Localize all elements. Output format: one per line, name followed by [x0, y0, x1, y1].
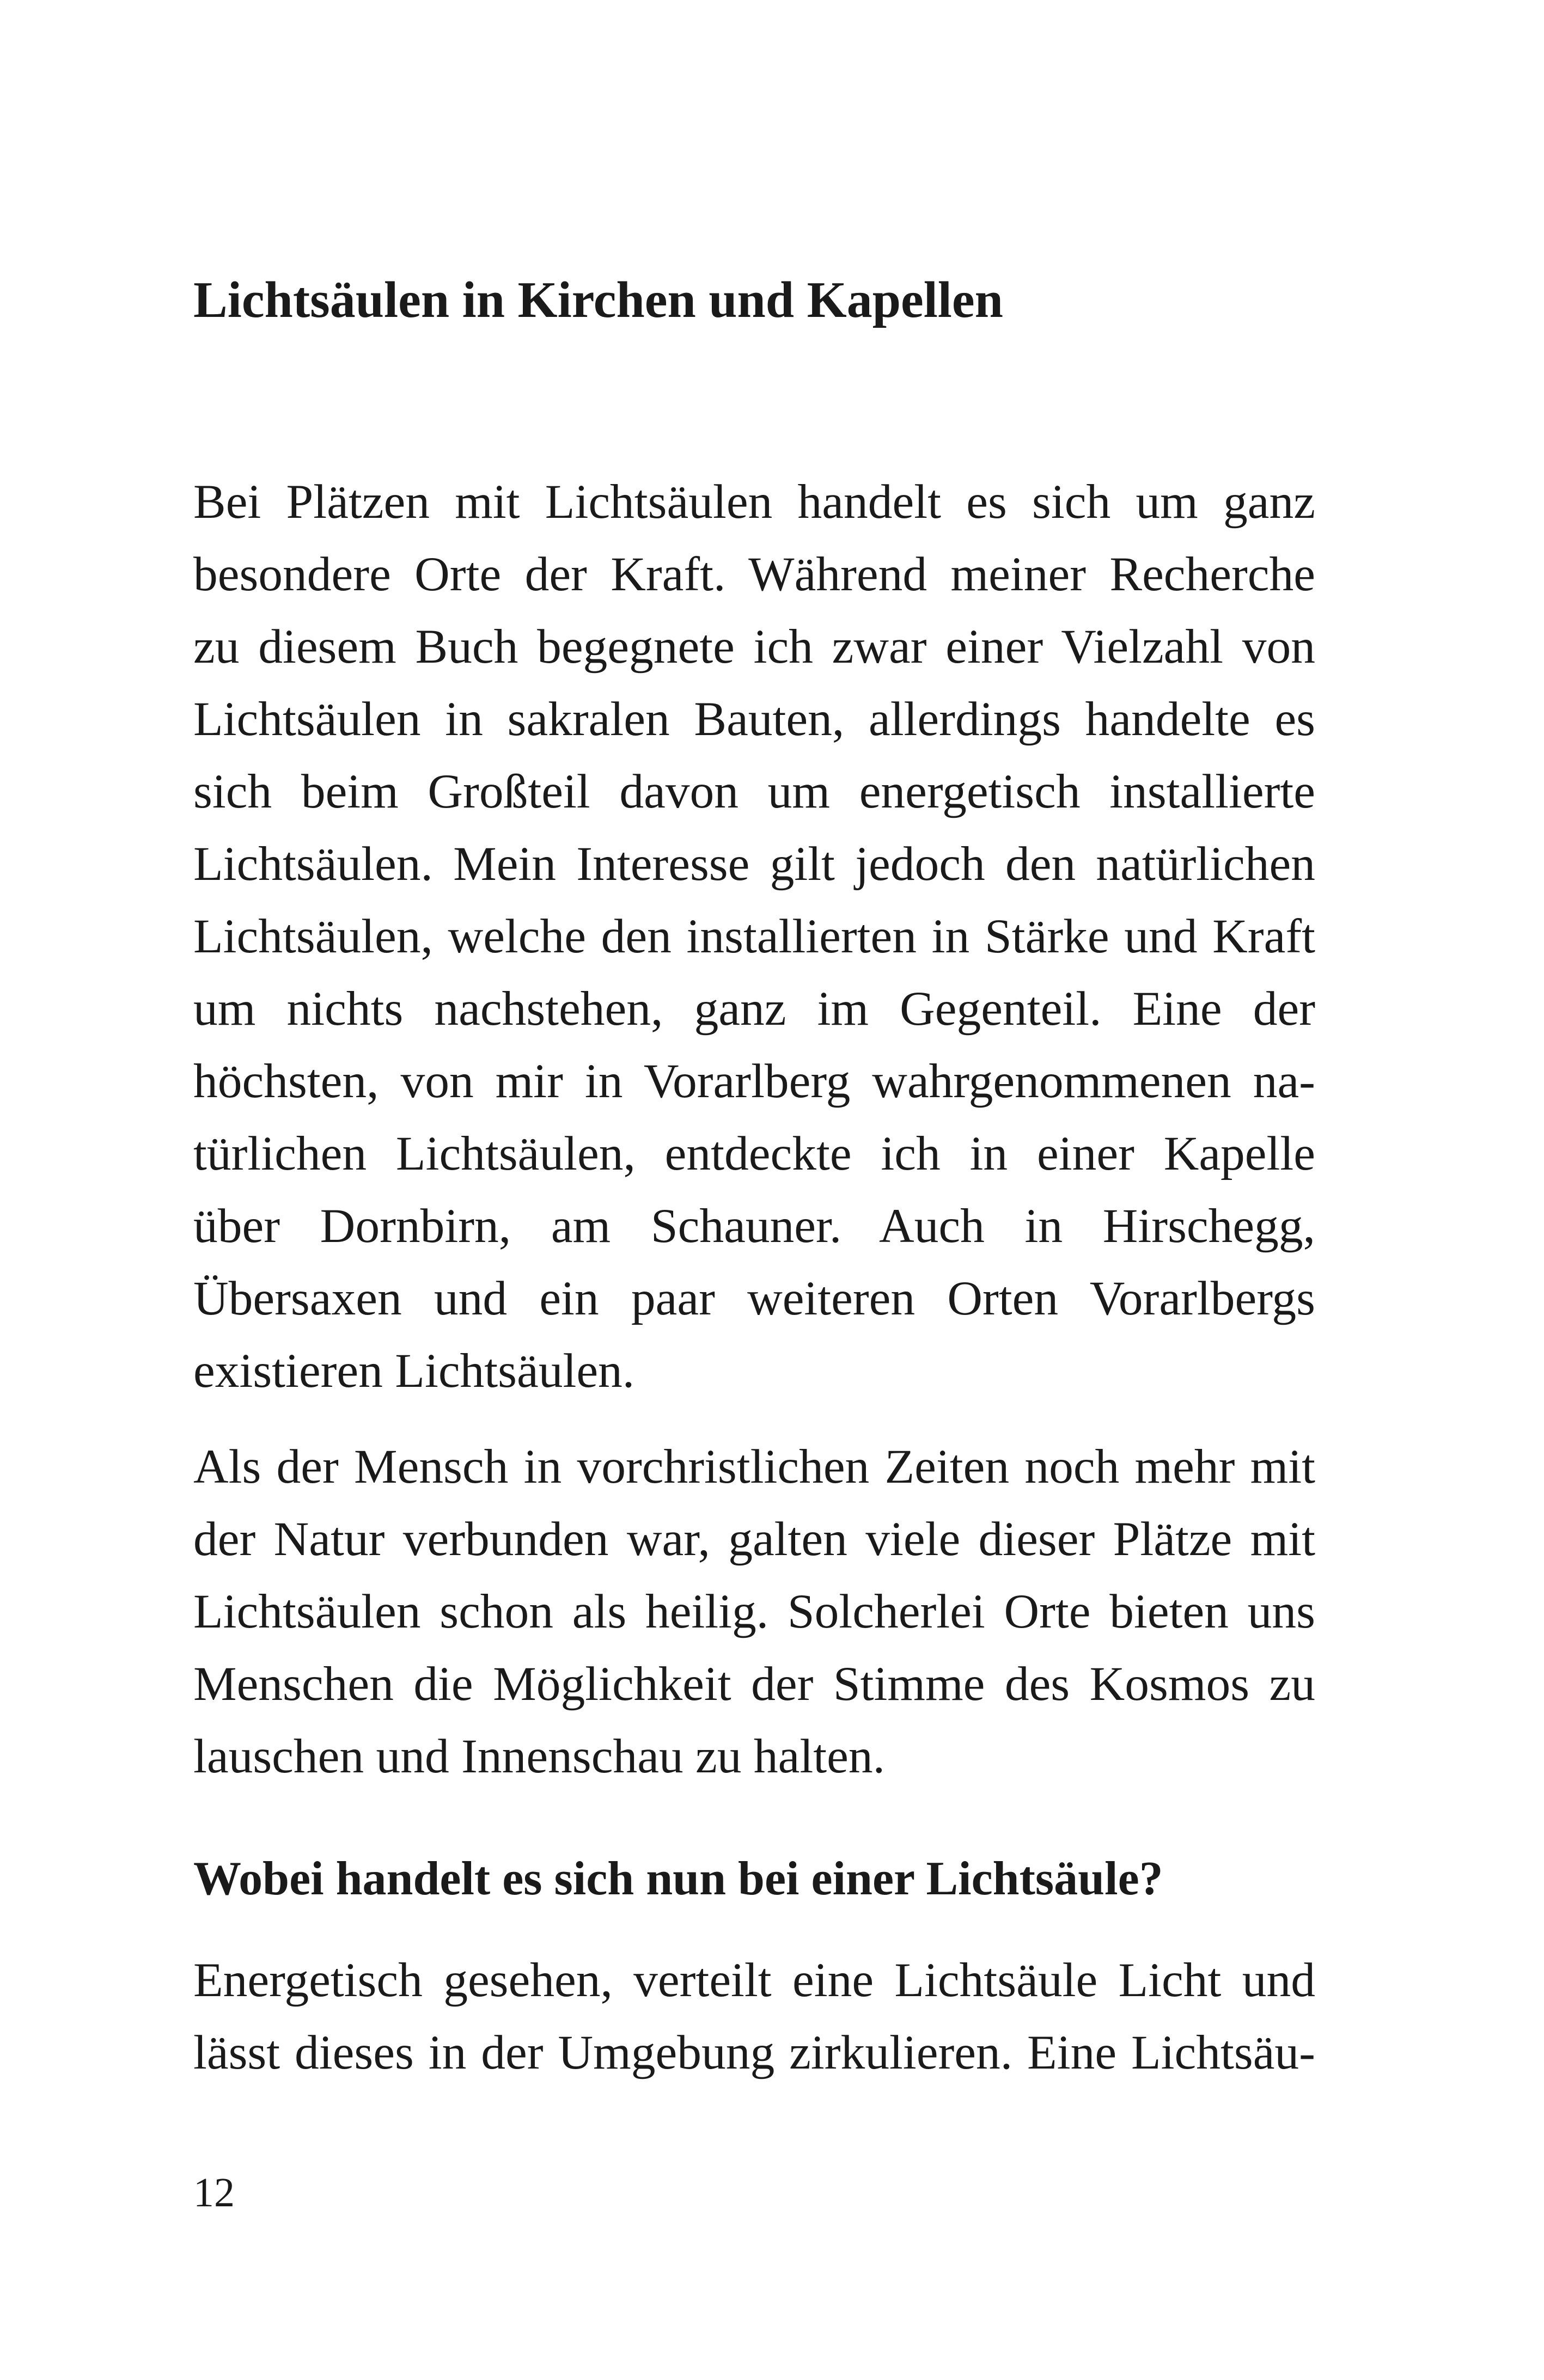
paragraph-line: zu diesem Buch begegnete ich zwar einer Vielzahl von	[193, 620, 1315, 674]
paragraph-1	[193, 466, 1315, 1407]
paragraph-line: Lichtsäulen schon als heilig. Solcherlei Orte bieten uns	[193, 1584, 1315, 1638]
paragraph-line: Lichtsäulen in sakralen Bauten, allerdings handelte es	[193, 692, 1315, 746]
paragraph-line: Energetisch gesehen, verteilt eine Lichtsäule Licht und	[193, 1953, 1315, 2007]
paragraph-line: türlichen Lichtsäulen, entdeckte ich in einer Kapelle	[193, 1127, 1315, 1180]
paragraph-line: höchsten, von mir in Vorarlberg wahrgenommenen na-	[193, 1054, 1315, 1108]
paragraph-line: besondere Orte der Kraft. Während meiner Recherche	[193, 547, 1315, 601]
section-subheading: Wobei handelt es sich nun bei einer Lichtsäule?	[193, 1852, 1163, 1905]
paragraph-line: Menschen die Möglichkeit der Stimme des Kosmos zu	[193, 1657, 1315, 1711]
page-number: 12	[193, 2170, 235, 2216]
paragraph-line: um nichts nachstehen, ganz im Gegenteil. Eine der	[193, 982, 1315, 1036]
paragraph-line: lauschen und Innenschau zu halten.	[193, 1729, 885, 1783]
paragraph-2	[193, 1430, 1315, 1792]
paragraph-3	[193, 1944, 1315, 2089]
paragraph-line: Übersaxen und ein paar weiteren Orten Vorarlbergs	[193, 1271, 1315, 1325]
paragraph-line: Lichtsäulen. Mein Interesse gilt jedoch den natürlichen	[193, 837, 1315, 891]
paragraph-line: über Dornbirn, am Schauner. Auch in Hirschegg,	[193, 1199, 1315, 1253]
chapter-title: Lichtsäulen in Kirchen und Kapellen	[193, 272, 1003, 328]
paragraph-line: sich beim Großteil davon um energetisch installierte	[193, 764, 1315, 818]
paragraph-line: existieren Lichtsäulen.	[193, 1344, 635, 1398]
paragraph-line: Lichtsäulen, welche den installierten in Stärke und Kraft	[193, 909, 1315, 963]
paragraph-line: Als der Mensch in vorchristlichen Zeiten noch mehr mit	[193, 1440, 1315, 1494]
paragraph-line: lässt dieses in der Umgebung zirkulieren. Eine Lichtsäu-	[193, 2026, 1315, 2079]
paragraph-line: der Natur verbunden war, galten viele dieser Plätze mit	[193, 1512, 1315, 1566]
paragraph-line: Bei Plätzen mit Lichtsäulen handelt es sich um ganz	[193, 475, 1315, 529]
